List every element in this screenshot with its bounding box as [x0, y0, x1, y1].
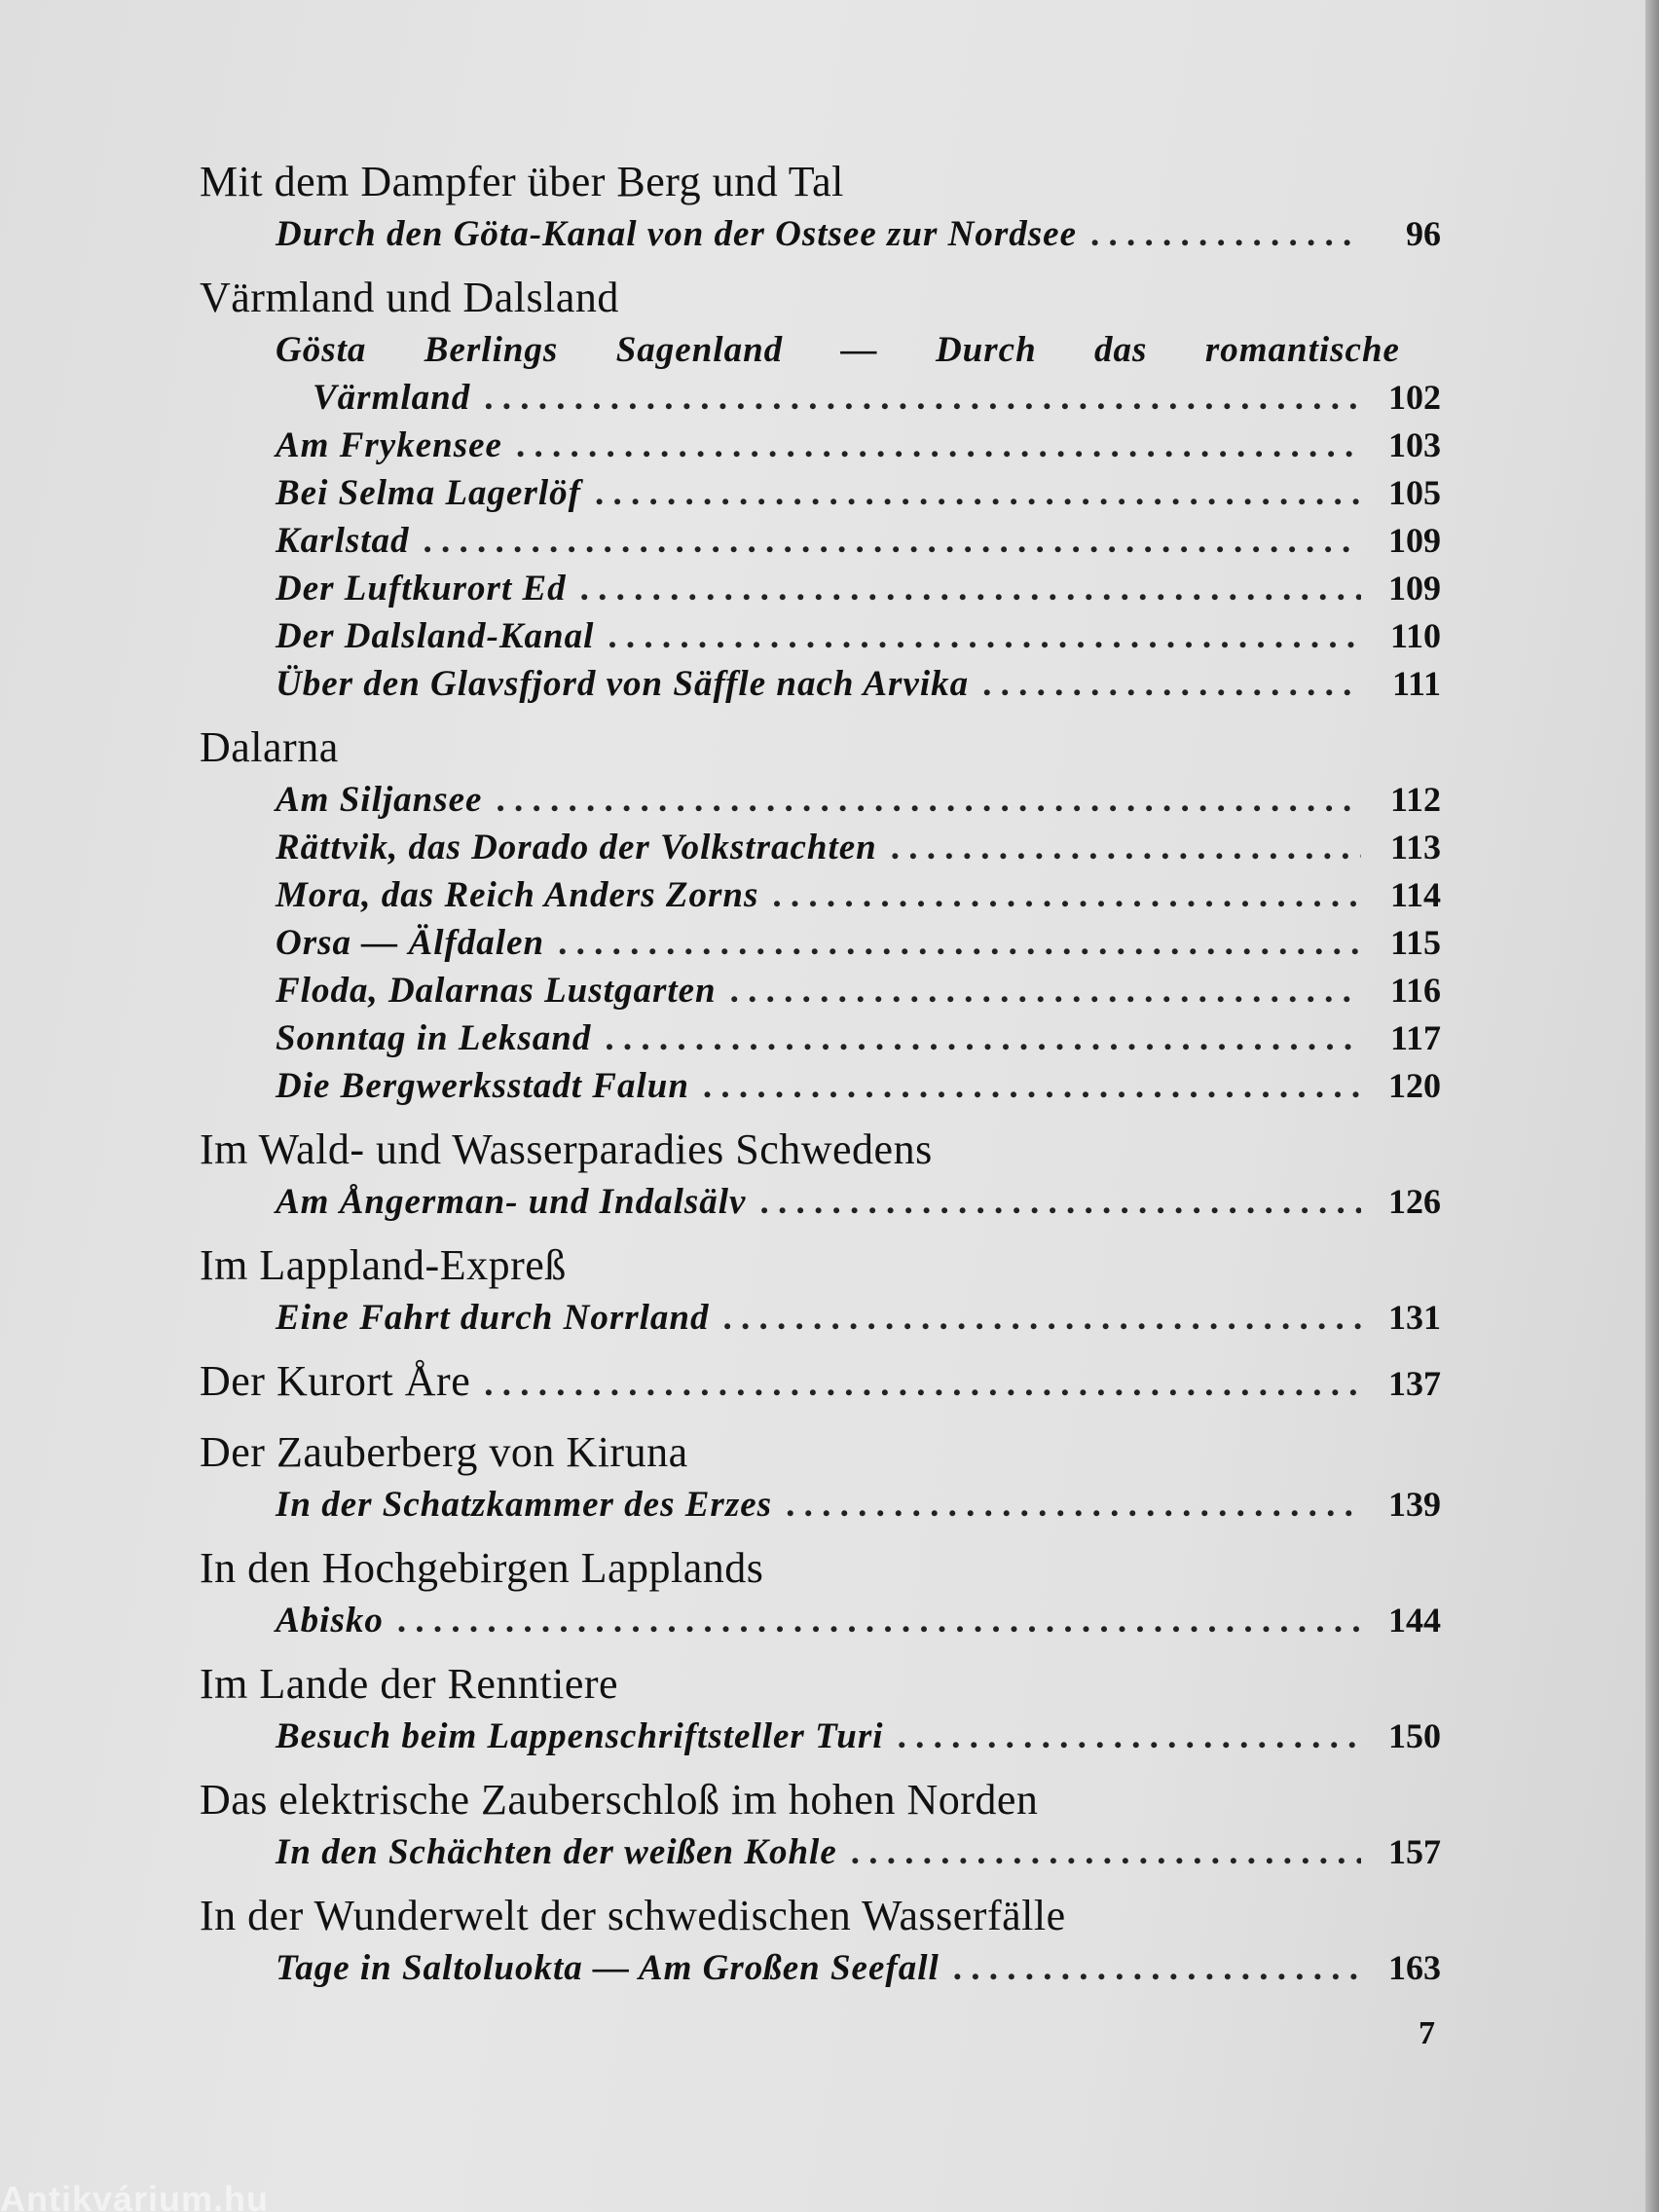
dot-leader: [496, 776, 1361, 824]
dot-leader: [953, 1944, 1361, 1992]
toc-section: [200, 1656, 1441, 1760]
dot-leader: [424, 517, 1361, 565]
toc-entry: [200, 517, 1441, 565]
dot-leader: [851, 1828, 1361, 1876]
word: Sagenland: [615, 330, 784, 370]
entry-page-number: 109: [1388, 569, 1441, 608]
entry-title: Der Luftkurort Ed: [276, 569, 567, 608]
section-heading: Das elektrische Zauberschloß im hohen Norden: [200, 1776, 1039, 1824]
toc-entry: [200, 1713, 1441, 1760]
entry-title: In der Schatzkammer des Erzes: [276, 1485, 773, 1525]
word: romantische: [1204, 330, 1400, 370]
dot-leader: [484, 1356, 1361, 1413]
toc-entry: [200, 1014, 1441, 1062]
entry-page-number: 109: [1388, 521, 1441, 560]
toc-entry: [200, 776, 1441, 824]
dot-leader: [516, 422, 1361, 469]
entry-title: Am Siljansee: [276, 780, 483, 820]
dot-leader: [580, 565, 1361, 612]
dot-leader: [1090, 210, 1361, 258]
toc-entry: [200, 824, 1441, 871]
word: Gösta: [276, 330, 367, 370]
entry-page-number: 163: [1388, 1948, 1441, 1987]
entry-page-number: 102: [1388, 378, 1441, 417]
page-number: 7: [1419, 2015, 1435, 2051]
dot-leader: [730, 967, 1361, 1014]
word: das: [1094, 330, 1148, 370]
toc-section: [200, 1772, 1441, 1876]
entry-page-number: 150: [1388, 1716, 1441, 1755]
word: Durch: [935, 330, 1037, 370]
toc-entry: [200, 660, 1441, 708]
toc-section: [200, 270, 1441, 708]
word: —: [840, 330, 878, 370]
toc-entry: [200, 1294, 1441, 1342]
toc-entry: [200, 871, 1441, 919]
toc-entry-wrapped-first-line: [200, 326, 1400, 374]
section-heading: Dalarna: [200, 723, 339, 771]
entry-title: In den Schächten der weißen Kohle: [276, 1832, 837, 1872]
entry-page-number: 144: [1388, 1601, 1441, 1640]
dot-leader: [759, 1178, 1361, 1226]
toc-entry: [200, 919, 1441, 967]
entry-page-number: 114: [1389, 875, 1441, 914]
toc-entry: [200, 210, 1441, 258]
entry-title: Am Frykensee: [276, 425, 502, 465]
entry-title: Orsa — Älfdalen: [276, 923, 545, 963]
entry-title: Floda, Dalarnas Lustgarten: [276, 971, 717, 1011]
toc-entry: [200, 1828, 1441, 1876]
entry-title: Karlstad: [276, 521, 410, 561]
section-heading: Im Lappland-Expreß: [200, 1241, 567, 1289]
section-heading: Der Kurort Åre: [200, 1357, 471, 1405]
entry-page-number: 112: [1389, 780, 1441, 819]
toc-entry: [200, 1597, 1441, 1644]
dot-leader: [786, 1481, 1361, 1529]
dot-leader: [558, 919, 1361, 967]
toc-section: [200, 1888, 1441, 1992]
entry-page-number: 110: [1389, 616, 1441, 655]
entry-title: Der Dalsland-Kanal: [276, 616, 595, 656]
entry-page-number: 113: [1389, 828, 1441, 866]
toc-entry: [200, 469, 1441, 517]
toc-section: [200, 719, 1441, 1110]
entry-page-number: 157: [1388, 1832, 1441, 1871]
toc-section: [200, 1353, 1441, 1413]
dot-leader: [891, 824, 1361, 871]
dot-leader: [772, 871, 1361, 919]
toc-section: [200, 1424, 1441, 1529]
entry-title: Rättvik, das Dorado der Volkstrachten: [276, 828, 877, 867]
entry-page-number: 103: [1388, 425, 1441, 464]
entry-page-number: 115: [1389, 923, 1441, 962]
section-heading: Im Lande der Renntiere: [200, 1660, 619, 1708]
entry-title: Tage in Saltoluokta — Am Großen Seefall: [276, 1948, 940, 1988]
dot-leader: [898, 1713, 1361, 1760]
page-edge-shadow: [1645, 0, 1659, 2212]
entry-page-number: 137: [1388, 1364, 1441, 1403]
entry-page-number: 126: [1388, 1182, 1441, 1221]
toc-entry: [200, 1944, 1441, 1992]
entry-title: Eine Fahrt durch Norrland: [276, 1298, 710, 1338]
word: Berlings: [424, 330, 559, 370]
section-heading: In der Wunderwelt der schwedischen Wasserfälle: [200, 1892, 1066, 1939]
entry-title: Bei Selma Lagerlöf: [276, 473, 581, 513]
toc-entry: [200, 1481, 1441, 1529]
toc-section: [200, 154, 1441, 258]
toc-section: [200, 1237, 1441, 1342]
toc-entry: [200, 967, 1441, 1014]
entry-title: Am Ångerman- und Indalsälv: [276, 1182, 747, 1222]
section-heading: Im Wald- und Wasserparadies Schwedens: [200, 1125, 933, 1173]
entry-page-number: 139: [1388, 1485, 1441, 1524]
entry-page-number: 96: [1406, 214, 1441, 253]
entry-title: Durch den Göta-Kanal von der Ostsee zur Nordsee: [276, 214, 1078, 254]
watermark: Antikvárium.hu: [0, 2179, 270, 2212]
toc-entry: [200, 1062, 1441, 1110]
dot-leader: [982, 660, 1361, 708]
toc-entry: [200, 565, 1441, 612]
dot-leader: [608, 612, 1361, 660]
entry-title: Värmland: [313, 378, 471, 418]
toc-entry-wrapped-second-line: [200, 374, 1441, 422]
toc-section: [200, 1122, 1441, 1226]
toc-entry: [200, 612, 1441, 660]
dot-leader: [484, 374, 1361, 422]
section-heading: Der Zauberberg von Kiruna: [200, 1428, 688, 1476]
entry-page-number: 105: [1388, 473, 1441, 512]
toc-entry: [200, 422, 1441, 469]
dot-leader: [723, 1294, 1362, 1342]
entry-title: Mora, das Reich Anders Zorns: [276, 875, 759, 915]
toc-entry: [200, 1178, 1441, 1226]
entry-title: Die Bergwerksstadt Falun: [276, 1066, 689, 1106]
section-heading: In den Hochgebirgen Lapplands: [200, 1544, 764, 1592]
dot-leader: [595, 469, 1361, 517]
entry-title: Abisko: [276, 1601, 384, 1641]
dot-leader: [703, 1062, 1361, 1110]
entry-page-number: 131: [1388, 1298, 1441, 1337]
entry-title: Besuch beim Lappenschriftsteller Turi: [276, 1716, 884, 1756]
section-heading-row: [200, 1353, 1441, 1413]
entry-page-number: 117: [1389, 1018, 1441, 1057]
dot-leader: [605, 1014, 1361, 1062]
section-heading: Värmland und Dalsland: [200, 274, 619, 321]
section-heading: Mit dem Dampfer über Berg und Tal: [200, 158, 844, 205]
entry-page-number: 111: [1391, 664, 1441, 703]
table-of-contents: [200, 154, 1441, 1992]
toc-section: [200, 1540, 1441, 1644]
entry-title: Über den Glavsfjord von Säffle nach Arvika: [276, 664, 970, 704]
entry-page-number: 120: [1388, 1066, 1441, 1105]
entry-page-number: 116: [1389, 971, 1441, 1010]
dot-leader: [397, 1597, 1361, 1644]
entry-title: Sonntag in Leksand: [276, 1018, 592, 1058]
